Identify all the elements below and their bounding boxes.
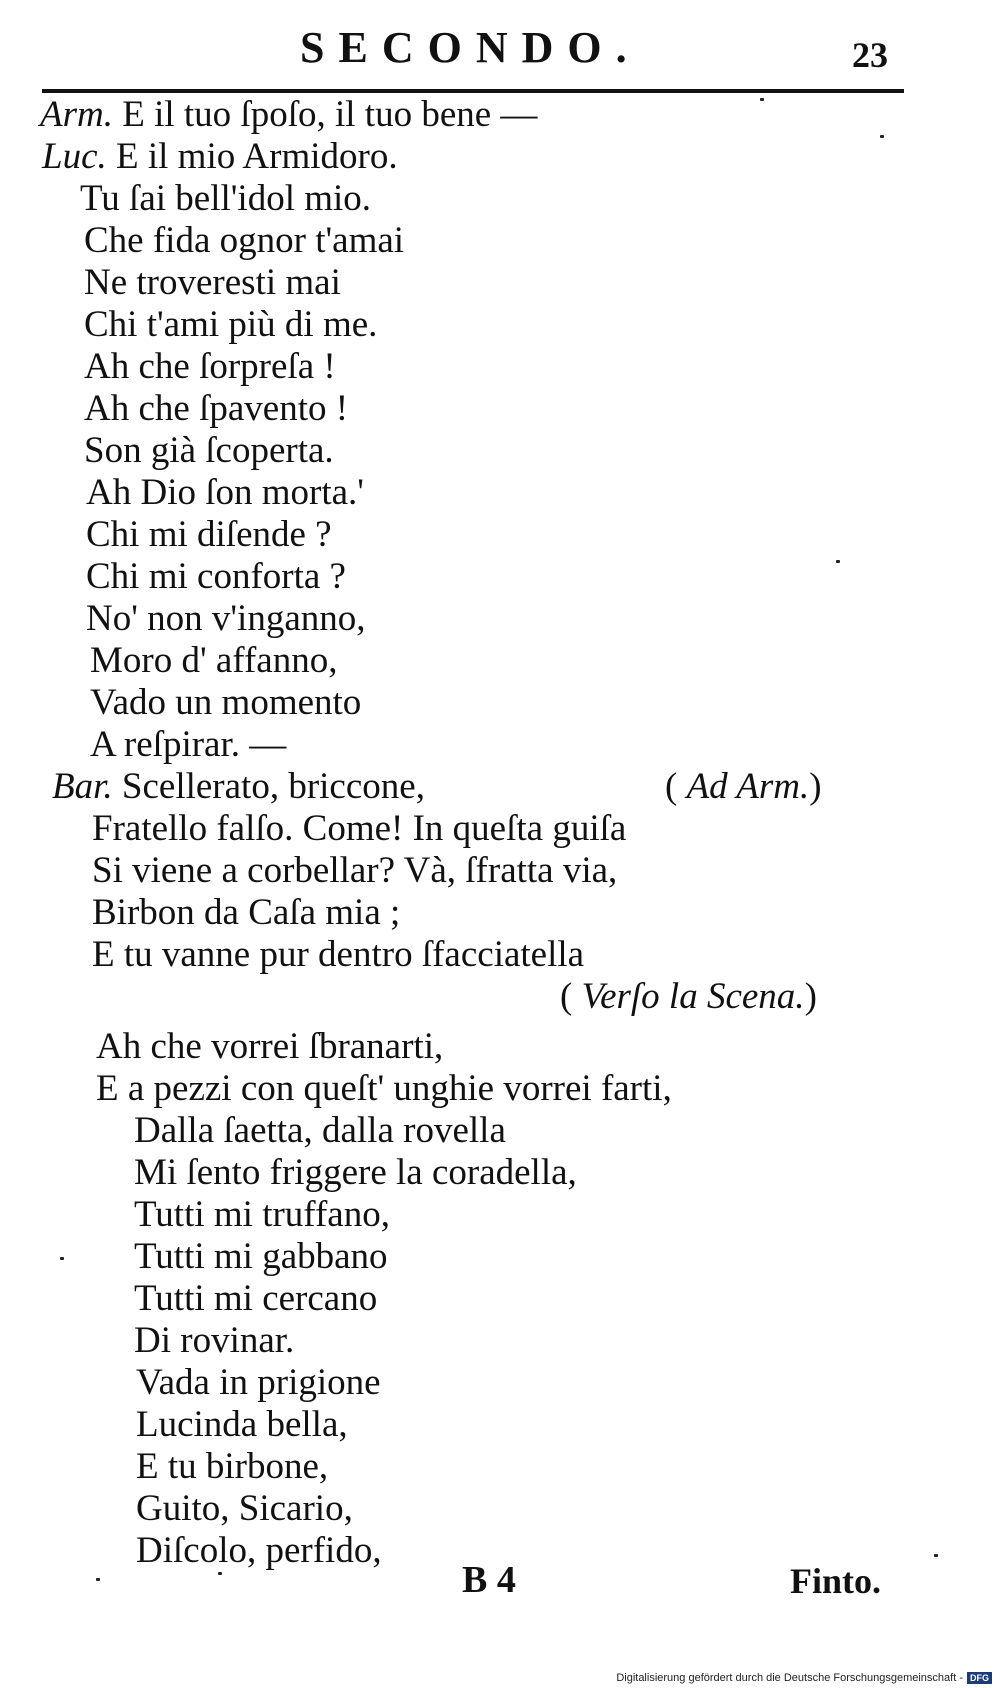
verse-line: Ah Dio ſon morta.' [86, 472, 364, 513]
verse-line: Birbon da Caſa mia ; [92, 892, 401, 933]
credit-text: Digitalisierung gefördert durch die Deutsche Forschungsgemeinschaft - [616, 1672, 963, 1684]
verse-line: Tutti mi cercano [134, 1278, 378, 1319]
verse-line: Ne troveresti mai [84, 262, 341, 303]
running-header: SECONDO. [300, 23, 641, 72]
verse-line: Mi ſento friggere la coradella, [134, 1152, 577, 1193]
verse-line: Guito, Sicario, [136, 1488, 353, 1529]
verse-line: A reſpirar. — [90, 724, 287, 765]
verse-line: E tu birbone, [136, 1446, 329, 1487]
verse-line: Tu ſai bell'idol mio. [80, 178, 372, 219]
verse-line: E a pezzi con queſt' unghie vorrei farti, [96, 1068, 672, 1109]
verse-line: Chi mi diſende ? [86, 514, 332, 555]
verse-line: Di rovinar. [134, 1320, 295, 1361]
signature-mark: B 4 [462, 1559, 516, 1601]
verse-line: Ah che ſpavento ! [84, 388, 349, 429]
verse-line: No' non v'inganno, [86, 598, 366, 639]
verse-line: Moro d' affanno, [90, 640, 338, 681]
line-text: E il tuo ſpoſo, il tuo bene — [112, 94, 538, 135]
verse-line: Che fida ognor t'amai [84, 220, 405, 261]
stage-direction: ( Ad Arm.) [665, 766, 822, 807]
scan-speck [880, 135, 884, 138]
verse-line: Fratello falſo. Come! In queſta guiſa [92, 808, 627, 849]
scan-speck [60, 1257, 64, 1260]
line-text: E il mio Armidoro. [106, 136, 398, 177]
verse-line: Chi t'ami più di me. [84, 304, 378, 345]
verse-line: Vado un momento [90, 682, 362, 723]
verse-line: Vada in prigione [136, 1362, 381, 1403]
stage-direction-text: Ad Arm. [686, 766, 810, 807]
line-text: Scellerato, briccone, [112, 766, 425, 807]
speaker-name: Bar. [52, 766, 113, 807]
verse-line: Lucinda bella, [136, 1404, 348, 1445]
verse-line [42, 137, 398, 177]
stage-direction-text: Verſo la Scena. [581, 976, 805, 1017]
verse-line: Ah che vorrei ſbranarti, [96, 1026, 444, 1067]
verse-line: Son già ſcoperta. [84, 430, 334, 471]
verse-line: Ah che ſorpreſa ! [84, 346, 336, 387]
verse-line: Diſcolo, perfido, [136, 1530, 382, 1571]
verse-line: E tu vanne pur dentro ſfacciatella [92, 934, 585, 975]
scan-speck [760, 98, 764, 101]
verse-line: Si viene a corbellar? Và, ſfratta via, [92, 850, 618, 891]
verse-line: Tutti mi gabbano [134, 1236, 388, 1277]
scan-speck [96, 1578, 100, 1581]
verse-line [40, 95, 537, 135]
verse-line: Tutti mi truffano, [134, 1194, 390, 1235]
speaker-name: Luc. [42, 136, 107, 177]
verse-line: Chi mi conforta ? [86, 556, 346, 597]
stage-direction: ( Verſo la Scena.) [560, 976, 817, 1017]
catchword: Finto. [790, 1561, 882, 1601]
header-rule [42, 89, 904, 93]
verse-line [52, 767, 425, 807]
dfg-logo: DFG [967, 1672, 992, 1684]
digitization-credit [616, 1672, 992, 1684]
scan-speck [934, 1554, 938, 1557]
page-number: 23 [852, 35, 888, 75]
verse-line: Dalla ſaetta, dalla rovella [134, 1110, 506, 1151]
scan-speck [836, 560, 840, 563]
speaker-name: Arm. [40, 94, 113, 135]
scan-speck [218, 1572, 222, 1575]
